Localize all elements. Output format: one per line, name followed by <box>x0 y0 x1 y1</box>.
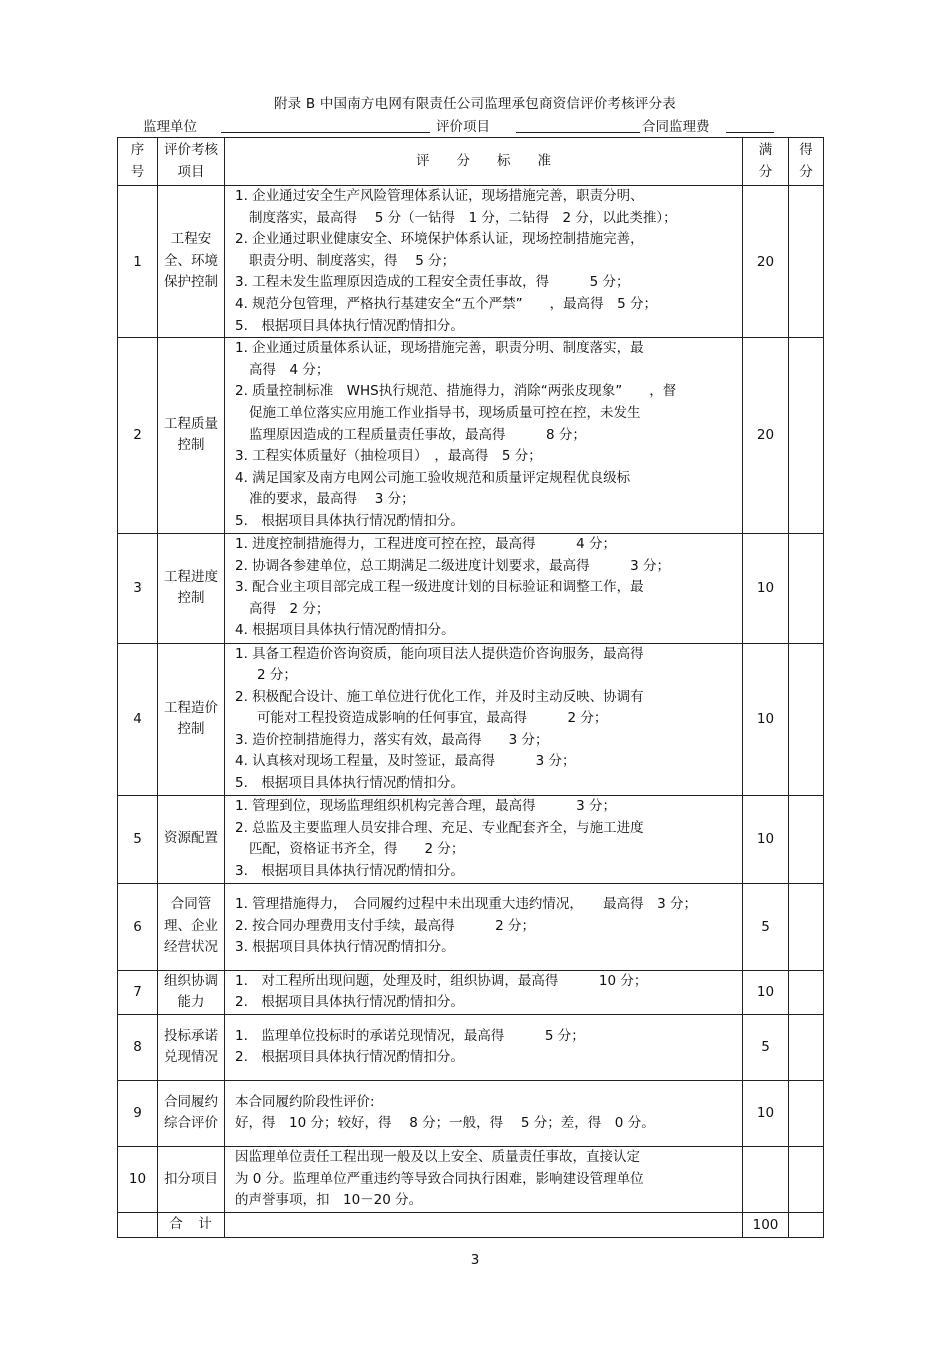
scoring-criteria <box>225 338 743 533</box>
table-row <box>118 1080 824 1146</box>
criteria-line: 3. 配合业主项目部完成工程一级进度计划的目标验证和调整工作，最 <box>235 579 644 596</box>
supervision-unit-label: 监理单位 <box>143 119 197 135</box>
row-number: 4 <box>118 643 158 795</box>
criteria-line: 3. 工程未发生监理原因造成的工程安全责任事故，得 5 分； <box>235 274 630 291</box>
score-input-cell[interactable] <box>789 1014 824 1080</box>
criteria-line: 2. 企业通过职业健康安全、环境保护体系认证，现场控制措施完善， <box>235 231 644 248</box>
row-number: 6 <box>118 883 158 970</box>
score-input-cell[interactable] <box>789 338 824 533</box>
criteria-line: 促施工单位落实应用施工作业指导书，现场质量可控在控，未发生 <box>249 404 641 421</box>
row-number: 5 <box>118 795 158 883</box>
page-number: 3 <box>470 1252 480 1268</box>
row-number: 10 <box>118 1146 158 1212</box>
total-score-cell[interactable] <box>789 1212 824 1237</box>
criteria-line: 1. 管理到位，现场监理组织机构完善合理，最高得 3 分； <box>235 797 617 814</box>
table-header-row <box>118 138 824 186</box>
criteria-line: 本合同履约阶段性评价: <box>235 1093 375 1110</box>
table-row <box>118 338 824 533</box>
criteria-line: 5. 根据项目具体执行情况酌情扣分。 <box>235 317 464 334</box>
criteria-line: 2. 协调各参建单位，总工期满足二级进度计划要求，最高得 3 分； <box>235 557 671 574</box>
criteria-line: 4. 满足国家及南方电网公司施工验收规范和质量评定规程优良级标 <box>235 469 631 486</box>
criteria-line: 4. 规范分包管理，严格执行基建安全“五个严禁” ，最高得 5 分； <box>235 295 658 312</box>
evaluation-item: 合同管理、企业经营状况 <box>158 883 225 970</box>
table-row <box>118 186 824 338</box>
criteria-line: 因监理单位责任工程出现一般及以上安全、质量责任事故，直接认定 <box>235 1148 640 1165</box>
row-number: 8 <box>118 1014 158 1080</box>
criteria-line: 2. 根据项目具体执行情况酌情扣分。 <box>235 994 464 1011</box>
row-number: 7 <box>118 970 158 1014</box>
table-row <box>118 883 824 970</box>
full-score: 20 <box>743 338 789 533</box>
criteria-line: 5. 根据项目具体执行情况酌情扣分。 <box>235 512 464 529</box>
table-row <box>118 795 824 883</box>
table-row <box>118 1146 824 1212</box>
header-no: 序号 <box>118 138 158 186</box>
total-full-score: 100 <box>743 1212 789 1237</box>
criteria-line: 3. 工程实体质量好（抽检项目） ，最高得 5 分； <box>235 448 542 465</box>
criteria-line: 3. 根据项目具体执行情况酌情扣分。 <box>235 939 455 956</box>
evaluation-item: 工程进度控制 <box>158 533 225 643</box>
evaluation-item: 资源配置 <box>158 795 225 883</box>
scoring-criteria <box>225 1080 743 1146</box>
score-input-cell[interactable] <box>789 643 824 795</box>
score-input-cell[interactable] <box>789 533 824 643</box>
contract-fee-label: 合同监理费 <box>642 119 710 135</box>
full-score <box>743 1146 789 1212</box>
contract-fee-blank[interactable] <box>726 132 774 133</box>
criteria-line: 2. 积极配合设计、施工单位进行优化工作，并及时主动反映、协调有 <box>235 688 644 705</box>
criteria-line: 2. 总监及主要监理人员安排合理、充足、专业配套齐全，与施工进度 <box>235 819 644 836</box>
criteria-line: 1. 具备工程造价咨询资质，能向项目法人提供造价咨询服务，最高得 <box>235 645 644 662</box>
criteria-line: 好，得 10 分；较好，得 8 分；一般，得 5 分；差，得 0 分。 <box>235 1115 655 1132</box>
scoring-criteria <box>225 883 743 970</box>
evaluation-item: 扣分项目 <box>158 1146 225 1212</box>
table-row <box>118 970 824 1014</box>
supervision-unit-blank[interactable] <box>221 132 430 133</box>
criteria-line: 1. 企业通过安全生产风险管理体系认证，现场措施完善，职责分明、 <box>235 188 644 204</box>
criteria-line: 1. 进度控制措施得力，工程进度可控在控，最高得 4 分； <box>235 536 617 553</box>
criteria-line: 为 0 分。监理单位严重违约等导致合同执行困难，影响建设管理单位 <box>235 1170 644 1187</box>
score-input-cell[interactable] <box>789 1146 824 1212</box>
header-score: 得分 <box>789 138 824 186</box>
criteria-line: 高得 4 分； <box>249 361 330 378</box>
criteria-line: 1. 对工程所出现问题，处理及时，组织协调，最高得 10 分； <box>235 972 648 989</box>
evaluation-item: 合同履约综合评价 <box>158 1080 225 1146</box>
full-score: 20 <box>743 186 789 338</box>
score-input-cell[interactable] <box>789 1080 824 1146</box>
criteria-line: 3. 根据项目具体执行情况酌情扣分。 <box>235 862 464 879</box>
criteria-line: 2. 质量控制标准 WHS执行规范、措施得力，消除“两张皮现象” ，督 <box>235 383 677 400</box>
scoring-criteria <box>225 1014 743 1080</box>
scoring-criteria <box>225 970 743 1014</box>
criteria-line: 高得 2 分； <box>249 600 330 617</box>
evaluation-score-table <box>117 137 824 1238</box>
full-score: 10 <box>743 643 789 795</box>
row-number: 2 <box>118 338 158 533</box>
criteria-line: 监理原因造成的工程质量责任事故，最高得 8 分； <box>249 426 586 443</box>
score-input-cell[interactable] <box>789 795 824 883</box>
scoring-criteria <box>225 533 743 643</box>
criteria-line: 1. 管理措施得力， 合同履约过程中未出现重大违约情况， 最高得 3 分； <box>235 896 698 913</box>
header-criteria: 评 分 标 准 <box>225 138 743 186</box>
criteria-line: 职责分明、制度落实，得 5 分； <box>249 252 456 269</box>
row-number: 3 <box>118 533 158 643</box>
total-label: 合 计 <box>158 1212 225 1237</box>
scoring-criteria <box>225 186 743 338</box>
row-number: 9 <box>118 1080 158 1146</box>
evaluation-item: 工程安全、环境保护控制 <box>158 186 225 338</box>
full-score: 5 <box>743 883 789 970</box>
full-score: 10 <box>743 795 789 883</box>
criteria-line: 4. 认真核对现场工程量，及时签证，最高得 3 分； <box>235 753 576 770</box>
score-input-cell[interactable] <box>789 883 824 970</box>
criteria-line: 1. 企业通过质量体系认证，现场措施完善，职责分明、制度落实，最 <box>235 340 644 357</box>
criteria-line: 2. 按合同办理费用支付手续，最高得 2 分； <box>235 917 536 934</box>
criteria-line: 2 分； <box>257 667 297 684</box>
criteria-line: 1. 监理单位投标时的承诺兑现情况，最高得 5 分； <box>235 1027 585 1044</box>
score-input-cell[interactable] <box>789 970 824 1014</box>
total-no-cell <box>118 1212 158 1237</box>
full-score: 10 <box>743 970 789 1014</box>
evaluation-project-label: 评价项目 <box>436 119 490 135</box>
row-number: 1 <box>118 186 158 338</box>
table-row <box>118 1014 824 1080</box>
criteria-line: 可能对工程投资造成影响的任何事宜，最高得 2 分； <box>257 710 608 727</box>
full-score: 10 <box>743 533 789 643</box>
criteria-line: 4. 根据项目具体执行情况酌情扣分。 <box>235 622 455 639</box>
criteria-line: 准的要求，最高得 3 分； <box>249 491 415 508</box>
criteria-line: 匹配，资格证书齐全，得 2 分； <box>249 841 465 858</box>
scoring-criteria <box>225 643 743 795</box>
evaluation-item: 组织协调能力 <box>158 970 225 1014</box>
criteria-line: 的声誉事项，扣 10－20 分。 <box>235 1192 423 1209</box>
criteria-line: 2. 根据项目具体执行情况酌情扣分。 <box>235 1049 464 1066</box>
total-row <box>118 1212 824 1237</box>
document-title: 附录 B 中国南方电网有限责任公司监理承包商资信评价考核评分表 <box>273 96 677 112</box>
evaluation-item: 工程质量控制 <box>158 338 225 533</box>
header-full-score: 满分 <box>743 138 789 186</box>
total-criteria-cell <box>225 1212 743 1237</box>
criteria-line: 3. 造价控制措施得力，落实有效，最高得 3 分； <box>235 731 549 748</box>
scoring-criteria <box>225 795 743 883</box>
score-input-cell[interactable] <box>789 186 824 338</box>
evaluation-item: 工程造价控制 <box>158 643 225 795</box>
header-item: 评价考核项目 <box>158 138 225 186</box>
criteria-line: 制度落实，最高得 5 分（一钻得 1 分，二钻得 2 分，以此类推）； <box>249 209 677 226</box>
evaluation-project-blank[interactable] <box>516 132 640 133</box>
evaluation-item: 投标承诺兑现情况 <box>158 1014 225 1080</box>
criteria-line: 5. 根据项目具体执行情况酌情扣分。 <box>235 775 464 792</box>
info-row <box>143 115 783 135</box>
table-row <box>118 643 824 795</box>
full-score: 10 <box>743 1080 789 1146</box>
full-score: 5 <box>743 1014 789 1080</box>
table-row <box>118 533 824 643</box>
scoring-criteria <box>225 1146 743 1212</box>
